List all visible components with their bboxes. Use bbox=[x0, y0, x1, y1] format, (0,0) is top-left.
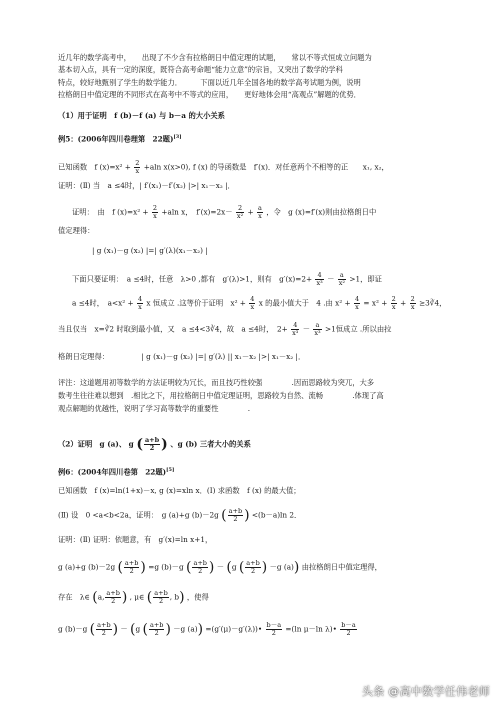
frac-den: 2 bbox=[111, 597, 116, 605]
paren-close: ) bbox=[165, 621, 171, 638]
frac-num: 4 bbox=[315, 272, 323, 280]
frac-num: 4 bbox=[354, 295, 360, 303]
ex3: , μ∈ bbox=[129, 592, 145, 602]
frac-den: 2 bbox=[271, 629, 276, 637]
frac-den: x³ bbox=[314, 329, 321, 337]
frac-a-plus-b bbox=[96, 622, 111, 637]
ex2: a, bbox=[97, 592, 105, 602]
ex6-given: 已知函数 f (x)=ln(1+x)－x, g (x)=xln x．(Ⅰ) 求函数 f (x) 的最大值； bbox=[58, 486, 301, 495]
p1a: 证明： 由 f (x)=x² + bbox=[72, 207, 149, 217]
ex5: ，使得 bbox=[186, 592, 209, 602]
comment-2: 数考生往往难以想到 .相比之下，用拉格朗日中值定理证明，思路较为自然、流畅 .体现了高 bbox=[58, 391, 384, 400]
ex5-proof-1 bbox=[72, 205, 500, 220]
frac-den: 2 bbox=[198, 567, 203, 575]
paren-open: ( bbox=[92, 589, 98, 606]
frac-num: 4 bbox=[137, 295, 143, 303]
pp2f: 由拉格朗日中值定理得， bbox=[301, 562, 382, 572]
frac-den: 2 bbox=[149, 444, 155, 452]
intro-line-3: 特点，较好地甄别了学生的数学能力． 下面以近几年全国各地的数学高考试题为例，说明 bbox=[58, 78, 361, 87]
paren-open: ( bbox=[238, 559, 245, 576]
frac-den: x bbox=[138, 303, 142, 311]
frac-a-plus-b bbox=[245, 560, 260, 575]
p1c: + bbox=[247, 207, 254, 217]
n2i: ≥3∛4， bbox=[419, 298, 447, 308]
e6pb: <(b－a)ln 2． bbox=[251, 510, 302, 520]
n2b: x 恒成立 .这等价于证明 x² + bbox=[146, 298, 246, 308]
frac-a-over-x3 bbox=[313, 322, 321, 337]
frac-a-plus-b bbox=[124, 560, 139, 575]
ex5-proof-2: 值定理得： bbox=[58, 226, 95, 235]
ex5-need-2 bbox=[72, 296, 500, 311]
frac-den: x bbox=[355, 303, 359, 311]
frac-den: x² bbox=[236, 212, 244, 220]
paren-close: ) bbox=[261, 559, 268, 576]
ex5-need-1 bbox=[72, 272, 500, 287]
frac-4-over-x3 bbox=[315, 272, 323, 287]
f6: =(ln μ－ln λ)• bbox=[285, 624, 337, 634]
frac-den: x³ bbox=[292, 329, 299, 337]
intro-line-4: 拉格朗日中值定理的不同形式在高考中不等式的应用， 更好地体会用“高观点”解题的优势． bbox=[58, 90, 361, 99]
frac-num: a+b bbox=[154, 589, 168, 597]
frac-num: a+b bbox=[106, 589, 120, 597]
ex5-prove: 证明：(Ⅱ) 当 a ≤4时，| f′(x₁)－f′(x₂) |>| x₁－x₂ |． bbox=[58, 181, 235, 190]
frac-num: 2 bbox=[236, 205, 244, 213]
paren-open: ( bbox=[185, 559, 192, 576]
paren-open: ( bbox=[117, 559, 123, 576]
paren-open: ( bbox=[221, 507, 227, 524]
pp2c: － bbox=[216, 562, 225, 572]
frac-num: 2 bbox=[152, 204, 158, 212]
example-5-ref: [3] bbox=[173, 134, 182, 140]
frac-den: x² bbox=[338, 279, 345, 287]
frac-den: x bbox=[135, 167, 140, 175]
frac-a-plus-b bbox=[153, 590, 168, 605]
frac-den: 2 bbox=[346, 629, 351, 637]
paren-close: ) bbox=[244, 507, 250, 524]
example-5-title bbox=[58, 133, 500, 143]
frac-2-over-x bbox=[134, 160, 140, 175]
frac-4 bbox=[354, 296, 360, 311]
n2c: x 的最小值大于 4 .由 x² + bbox=[258, 298, 351, 308]
paren-open: ( bbox=[130, 621, 136, 638]
frac-a-plus-b bbox=[105, 590, 120, 605]
frac-num: a bbox=[338, 272, 346, 280]
pp2d: g bbox=[231, 562, 237, 572]
pp2e: －g (a) bbox=[269, 562, 294, 572]
n1b: － bbox=[327, 274, 335, 284]
paren-open: ( bbox=[146, 589, 153, 606]
frac-4 bbox=[249, 296, 255, 311]
frac-b-minus-a bbox=[340, 622, 357, 637]
ex5-cond-1 bbox=[58, 322, 500, 337]
frac-4 bbox=[137, 296, 143, 311]
ex6-prove bbox=[58, 508, 500, 523]
frac-num: a+b bbox=[246, 559, 260, 567]
n2e: = x² + bbox=[363, 298, 388, 308]
example-6-ref: [5] bbox=[166, 467, 175, 473]
p1d: ，令 g (x)=f′(x)则由拉格朗日中 bbox=[266, 207, 377, 217]
frac-den: x bbox=[153, 212, 157, 220]
frac-a-plus-b bbox=[192, 560, 207, 575]
frac-num: a+b bbox=[228, 507, 243, 515]
paren-close: ) bbox=[161, 436, 168, 453]
s2b: 、g (b) 三者大小的关系 bbox=[170, 439, 251, 449]
frac-b-minus-a bbox=[266, 622, 283, 637]
frac-num: a bbox=[257, 204, 262, 212]
f1: g (b)－g bbox=[58, 624, 88, 634]
paren-open: ( bbox=[226, 559, 232, 576]
frac-num: 2 bbox=[135, 159, 140, 167]
paren-close: ) bbox=[140, 559, 146, 576]
frac-2-over-x2 bbox=[236, 205, 244, 220]
paren-close: ) bbox=[293, 559, 300, 576]
frac-2-over-x bbox=[152, 205, 158, 220]
paren-open: ( bbox=[142, 621, 148, 638]
frac-4-over-x3 bbox=[291, 322, 299, 337]
f2: － bbox=[120, 624, 128, 634]
frac-2 bbox=[410, 296, 416, 311]
frac-num: 4 bbox=[291, 322, 299, 330]
frac-num: a+b bbox=[97, 621, 111, 629]
frac-den: 2 bbox=[101, 629, 106, 637]
frac-den: 2 bbox=[154, 629, 159, 637]
ex6-proof-1: 证明：(Ⅱ) 证明：依题意，有 g′(x)=ln x+1， bbox=[58, 535, 213, 544]
ex5-given bbox=[58, 160, 500, 175]
c1b: － bbox=[302, 324, 311, 334]
frac-a-over-x bbox=[257, 205, 263, 220]
example-6-title bbox=[58, 466, 500, 476]
frac-num: 2 bbox=[410, 295, 415, 303]
e6pa: (Ⅱ) 设 0 <a<b<2a，证明： g (a)+g (b)－2g bbox=[58, 510, 219, 520]
frac-a-over-x2 bbox=[338, 272, 346, 287]
frac-num: a+b bbox=[144, 436, 160, 444]
section-1-heading-text: （1）用于证明 f (b)－f (a) 与 b－a 的大小关系 bbox=[58, 111, 225, 120]
frac-den: 2 bbox=[129, 567, 134, 575]
frac-num: a+b bbox=[149, 621, 164, 629]
frac-den: x bbox=[250, 303, 255, 311]
comment-1: 评注：这道题用初等数学的方法证明较为冗长，而且技巧性较强 .因而思路较为突兀，大多 bbox=[58, 378, 375, 387]
paren-close: ) bbox=[197, 621, 204, 638]
intro-line-1: 近几年的数学高考中， 出现了不少含有拉格朗日中值定理的试题， 常以不等式恒成立问题为 bbox=[58, 53, 372, 62]
paren-close: ) bbox=[208, 559, 215, 576]
frac-2 bbox=[391, 296, 397, 311]
ex4: , b bbox=[169, 592, 180, 602]
frac-num: 4 bbox=[250, 295, 255, 303]
c1a: 当且仅当 x=∛2 时取到最小值，又 a ≤4<3∛4，故 a ≤4时， 2+ bbox=[58, 324, 288, 334]
pp2a: g (a)+g (b)－2g bbox=[58, 562, 116, 572]
ex6-exist bbox=[58, 590, 500, 605]
ex5-cond-2 bbox=[58, 352, 500, 361]
n1c: >1，即证 bbox=[349, 274, 382, 284]
paren-open: ( bbox=[89, 621, 96, 638]
paren-close: ) bbox=[121, 589, 128, 606]
watermark bbox=[362, 683, 490, 699]
ex6-proof-2 bbox=[58, 560, 500, 575]
intro-line-2: 基本切入点，具有一定的深度，既符合高考命题“能力立意”的宗旨，又突出了数学的学科 bbox=[58, 65, 343, 74]
ex5-eq-2: | g (x₁)－g (x₂) |=| g′(λ) || x₁－x₂ |>| x₁－x₂ |． bbox=[141, 352, 306, 361]
ex5-eq-1: | g (x₁)－g (x₂) |=| g′(λ)(x₁－x₂) | bbox=[92, 246, 208, 255]
comment-3: 观点解题的优越性，说明了学习高等数学的重要性 . bbox=[58, 404, 251, 413]
frac-den: x bbox=[391, 303, 396, 311]
frac-num: b－a bbox=[266, 621, 282, 629]
ex5-given-b: +aln x(x>0), f (x) 的导函数是 f′(x)．对任意两个不相等的正 x₁, x₂， bbox=[143, 162, 389, 172]
frac-den: 2 bbox=[250, 567, 256, 575]
s2a: （2）证明 g (a)、 g bbox=[58, 439, 134, 449]
frac-num: 2 bbox=[391, 295, 396, 303]
frac-den: x³ bbox=[316, 279, 323, 287]
frac-a-plus-b bbox=[149, 622, 164, 637]
example-5-label: 例5：(2006年四川卷理第 22题) bbox=[58, 134, 174, 144]
section-1-heading bbox=[58, 111, 500, 120]
frac-a-plus-b bbox=[144, 437, 160, 452]
c2a: 格朗日定理得： bbox=[58, 352, 110, 361]
f5: =(g′(μ)－g′(λ))• bbox=[205, 624, 263, 634]
n2a: a ≤4时， a<x² + bbox=[72, 298, 134, 308]
frac-den: x bbox=[410, 303, 415, 311]
frac-den: 2 bbox=[233, 515, 238, 523]
frac-a-plus-b bbox=[228, 508, 243, 523]
frac-num: a+b bbox=[124, 559, 139, 567]
pp2b: =g (b)－g bbox=[148, 562, 184, 572]
ex1: 存在 λ∈ bbox=[58, 592, 90, 602]
frac-num: a bbox=[313, 322, 321, 330]
paren-close: ) bbox=[112, 621, 119, 638]
ex6-final bbox=[58, 622, 500, 637]
frac-den: 2 bbox=[158, 597, 164, 605]
watermark-text: 头条 @高中数学任伟老师 bbox=[361, 685, 490, 698]
n1a: 下面只要证明： a ≤4时，任意 λ>0 ,都有 g′(λ)>1，则有 g′(x)=2+ bbox=[72, 274, 313, 284]
f3: g bbox=[135, 624, 141, 634]
frac-num: b－a bbox=[341, 621, 356, 629]
section-2-heading bbox=[58, 437, 500, 452]
paren-open: ( bbox=[136, 436, 143, 453]
c1c: >1恒成立 .所以由拉 bbox=[324, 324, 392, 334]
n2g: + bbox=[400, 298, 407, 308]
frac-den: x bbox=[258, 212, 262, 220]
f4: －g (a) bbox=[173, 624, 198, 634]
ex5-given-a: 已知函数 f (x)=x² + bbox=[58, 162, 131, 172]
paren-close: ) bbox=[179, 589, 185, 606]
p1b: +aln x， f′(x)=2x－ bbox=[161, 207, 233, 217]
example-6-label: 例6：(2004年四川卷第 22题) bbox=[58, 467, 167, 477]
frac-num: a+b bbox=[193, 559, 207, 567]
